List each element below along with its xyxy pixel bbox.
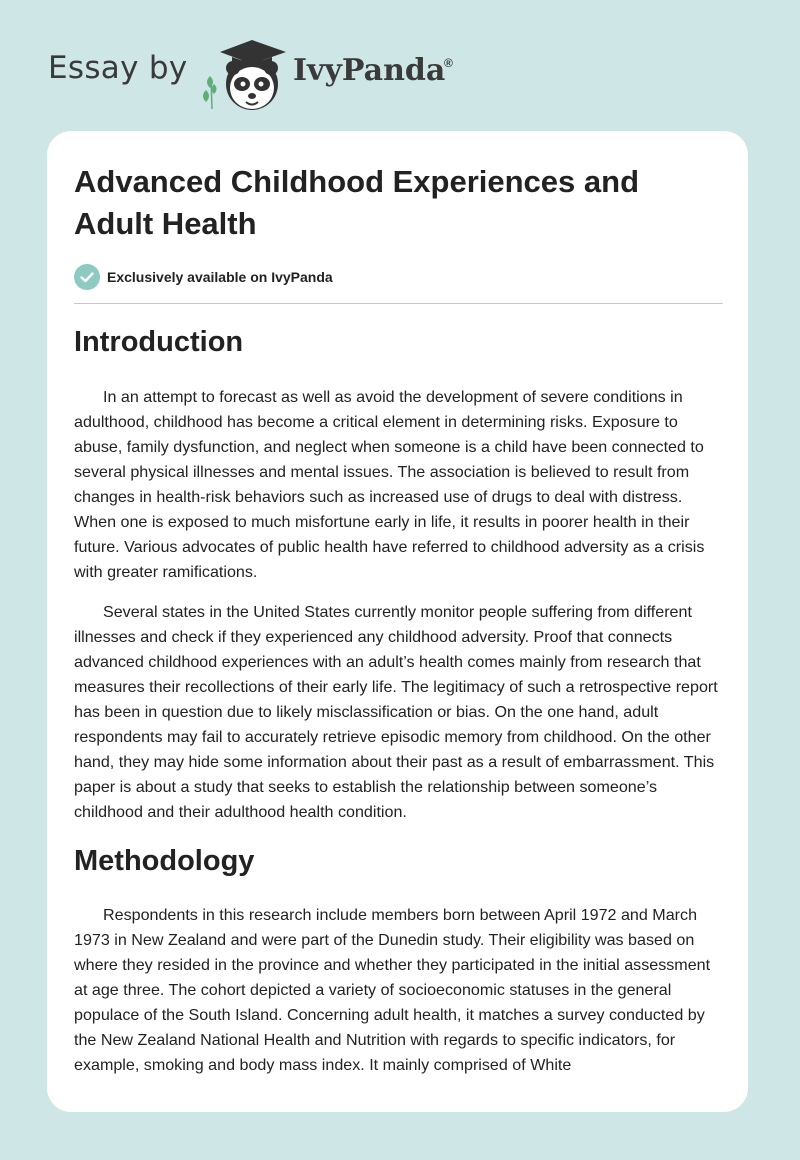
- registered-mark: ®: [444, 56, 453, 70]
- ivypanda-logo-icon[interactable]: [200, 34, 295, 114]
- essay-card: [47, 131, 748, 1112]
- paragraph: Several states in the United States currently monitor people suffering from different illnesses and check if they experienced any childhood adversity. Proof that connects advanced childhood experiences with an adult’s health comes mainly from research that measures their recollections of their early life. The legitimacy of such a retrospective report has been in question due to likely misclassification or bias. On the one hand, adult respondents may fail to accurately retrieve episodic memory from childhood. On the other hand, they may hide some information about their past as a result of embarrassment. This paper is about a study that seeks to establish the relationship between someone’s childhood and their adulthood health condition.: [74, 603, 718, 821]
- essay-by-label: Essay by: [48, 50, 188, 86]
- brand-name[interactable]: IvyPanda: [293, 53, 446, 88]
- paragraph: In an attempt to forecast as well as avoid the development of severe conditions in adulthood, childhood has become a critical element in determining risks. Exposure to abuse, family dysfunction, and neglect when someone is a child have been connected to several physical illnesses and mental issues. The association is believed to result from changes in health-risk behaviors such as increased use of drugs to deal with distress. When one is exposed to much misfortune early in life, it results in poorer health in their future. Various advocates of public health have referred to childhood adversity as a crisis with greater ramifications.: [74, 388, 705, 581]
- section-heading-introduction: Introduction: [74, 326, 244, 358]
- paragraph: Respondents in this research include members born between April 1972 and March 1973 in New Zealand and were part of the Dunedin study. Their eligibility was based on where they resided in the province and whether they participated in the initial assessment at age three. The cohort depicted a variety of socioeconomic statuses in the general populace of the South Island. Concerning adult health, it matches a survey conducted by the New Zealand National Health and Nutrition with regards to specific indicators, for example, smoking and body mass index. It mainly comprised of White: [74, 906, 711, 1074]
- exclusive-badge-text: Exclusively available on IvyPanda: [107, 269, 333, 285]
- essay-title: Advanced Childhood Experiences and Adult Health: [74, 164, 640, 241]
- check-circle-icon: [74, 264, 100, 290]
- site-header: [0, 0, 800, 130]
- section-heading-methodology: Methodology: [74, 845, 255, 877]
- title-divider: [74, 303, 723, 304]
